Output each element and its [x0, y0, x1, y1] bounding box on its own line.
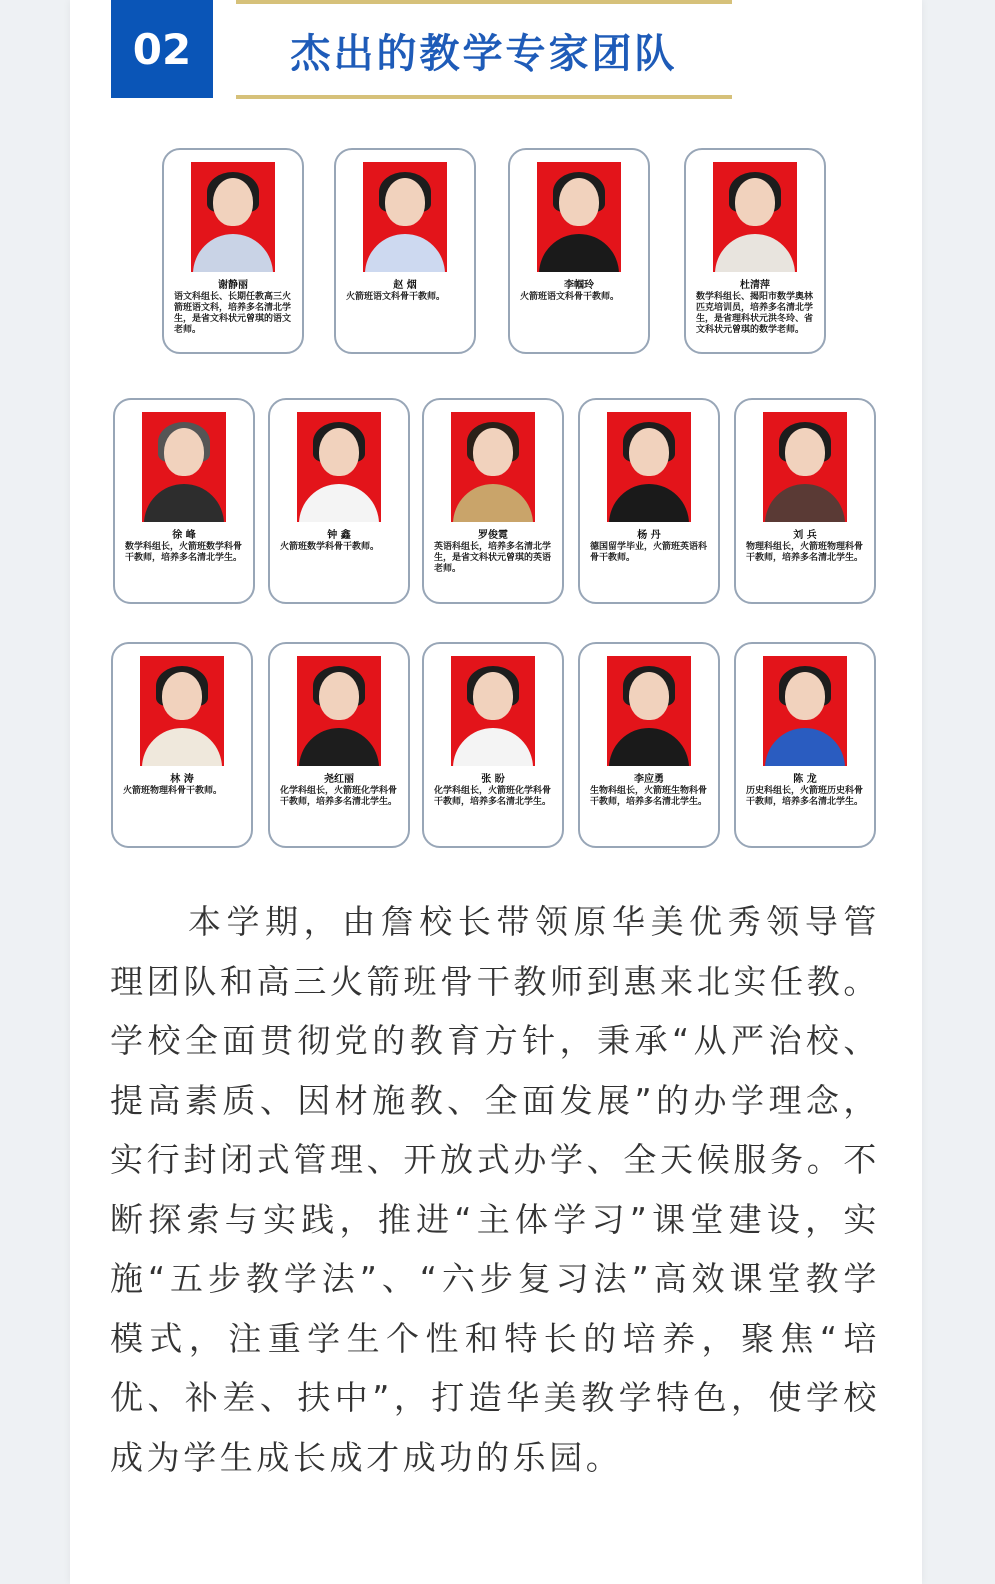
- teacher-name: 钟 鑫: [327, 530, 351, 541]
- portrait-face: [629, 672, 669, 720]
- teacher-photo: [763, 656, 847, 766]
- teacher-description: 化学科组长，火箭班化学科骨干教师，培养多名清北学生。: [280, 786, 398, 807]
- teacher-name: 李帼玲: [564, 280, 594, 291]
- portrait-face: [385, 178, 425, 226]
- portrait-shoulders: [609, 728, 689, 766]
- portrait-shoulders: [609, 484, 689, 522]
- teacher-photo: [191, 162, 275, 272]
- teacher-description: 数学科组长，火箭班数学科骨干教师，培养多名清北学生。: [125, 542, 243, 563]
- teacher-name: 杨 丹: [637, 530, 661, 541]
- teacher-photo: [451, 656, 535, 766]
- portrait-shoulders: [715, 234, 795, 272]
- portrait-face: [162, 672, 202, 720]
- teacher-card: [734, 642, 876, 848]
- teacher-photo: [607, 656, 691, 766]
- teacher-description: 火箭班语文科骨干教师。: [520, 292, 620, 302]
- section-number-badge: 02: [111, 0, 213, 98]
- teacher-card: [334, 148, 476, 354]
- portrait-face: [559, 178, 599, 226]
- teacher-card: [113, 398, 255, 604]
- teacher-card: [162, 148, 304, 354]
- portrait-shoulders: [539, 234, 619, 272]
- teacher-description: 化学科组长，火箭班化学科骨干教师，培养多名清北学生。: [434, 786, 552, 807]
- teacher-description: 历史科组长，火箭班历史科骨干教师，培养多名清北学生。: [746, 786, 864, 807]
- portrait-face: [319, 428, 359, 476]
- section-title: 杰出的教学专家团队: [290, 31, 678, 77]
- teacher-description: 英语科组长，培养多名清北学生，是省文科状元曾琪的英语老师。: [434, 542, 552, 574]
- teacher-card: [508, 148, 650, 354]
- teacher-name: 林 涛: [170, 774, 194, 785]
- teacher-card: [268, 398, 410, 604]
- teacher-name: 赵 烟: [393, 280, 417, 291]
- teacher-photo: [763, 412, 847, 522]
- teacher-name: 刘 兵: [793, 530, 817, 541]
- teacher-card: [422, 398, 564, 604]
- paragraph-text: 本学期，由詹校长带领原华美优秀领导管理团队和高三火箭班骨干教师到惠来北实任教。学校全面贯彻党的教育方针，秉承“从严治校、提高素质、因材施教、全面发展”的办学理念，实行封闭式管理、开放式办学、全天候服务。不断探索与实践，推进“主体学习”课堂建设，实施“五步教学法”、“六步复习法”高效课堂教学模式，注重学生个性和特长的培养，聚焦“培优、补差、扶中”，打造华美教学特色，使学校成为学生成长成才成功的乐园。: [110, 902, 880, 1477]
- teacher-photo: [297, 656, 381, 766]
- teacher-card: [422, 642, 564, 848]
- portrait-face: [785, 428, 825, 476]
- portrait-shoulders: [765, 728, 845, 766]
- portrait-shoulders: [142, 728, 222, 766]
- teacher-description: 火箭班语文科骨干教师。: [346, 292, 446, 302]
- teacher-card: [684, 148, 826, 354]
- teacher-name: 陈 龙: [793, 774, 817, 785]
- teacher-name: 谢静丽: [218, 280, 248, 291]
- teacher-card: [578, 642, 720, 848]
- portrait-face: [473, 428, 513, 476]
- teacher-card: [111, 642, 253, 848]
- portrait-shoulders: [453, 728, 533, 766]
- teacher-name: 张 盼: [481, 774, 505, 785]
- teacher-description: 物理科组长，火箭班物理科骨干教师，培养多名清北学生。: [746, 542, 864, 563]
- portrait-shoulders: [299, 484, 379, 522]
- teacher-description: 火箭班数学科骨干教师。: [280, 542, 380, 552]
- portrait-face: [164, 428, 204, 476]
- portrait-face: [629, 428, 669, 476]
- teacher-photo: [363, 162, 447, 272]
- portrait-face: [213, 178, 253, 226]
- teacher-name: 尧红丽: [324, 774, 354, 785]
- teacher-photo: [140, 656, 224, 766]
- portrait-shoulders: [299, 728, 379, 766]
- portrait-shoulders: [144, 484, 224, 522]
- portrait-face: [319, 672, 359, 720]
- teacher-photo: [607, 412, 691, 522]
- portrait-shoulders: [193, 234, 273, 272]
- teacher-photo: [713, 162, 797, 272]
- teacher-description: 火箭班物理科骨干教师。: [123, 786, 223, 796]
- teacher-description: 生物科组长，火箭班生物科骨干教师，培养多名清北学生。: [590, 786, 708, 807]
- teacher-photo: [537, 162, 621, 272]
- teacher-name: 李应勇: [634, 774, 664, 785]
- portrait-face: [785, 672, 825, 720]
- teacher-photo: [451, 412, 535, 522]
- title-bottom-rule: [236, 95, 732, 99]
- teacher-description: 语文科组长、长期任教高三火箭班语文科，培养多名清北学生，是省文科状元曾琪的语文老师。: [174, 292, 292, 335]
- portrait-face: [735, 178, 775, 226]
- teacher-description: 德国留学毕业，火箭班英语科骨干教师。: [590, 542, 708, 563]
- portrait-shoulders: [365, 234, 445, 272]
- portrait-face: [473, 672, 513, 720]
- teacher-photo: [297, 412, 381, 522]
- teacher-description: 数学科组长、揭阳市数学奥林匹克培训员，培养多名清北学生，是省理科状元洪冬玲、省文科状元曾琪的数学老师。: [696, 292, 814, 335]
- portrait-shoulders: [765, 484, 845, 522]
- teacher-card: [268, 642, 410, 848]
- teacher-card: [734, 398, 876, 604]
- intro-paragraph: [110, 892, 880, 1487]
- portrait-shoulders: [453, 484, 533, 522]
- teacher-name: 罗俊霓: [478, 530, 508, 541]
- teacher-name: 杜清萍: [740, 280, 770, 291]
- teacher-name: 徐 峰: [172, 530, 196, 541]
- teacher-card: [578, 398, 720, 604]
- title-top-rule: [236, 0, 732, 4]
- teacher-photo: [142, 412, 226, 522]
